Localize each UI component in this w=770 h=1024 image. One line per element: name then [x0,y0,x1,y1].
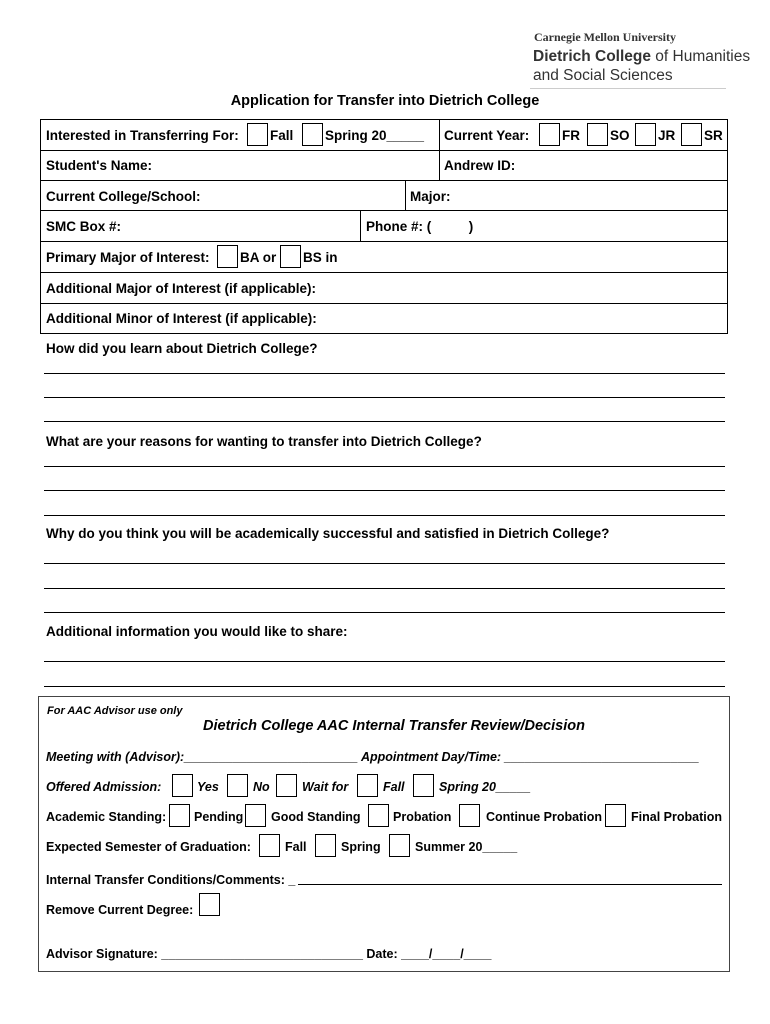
offered-fall-checkbox[interactable] [357,774,378,797]
answer-line[interactable] [44,466,725,467]
standing-good-checkbox[interactable] [245,804,266,827]
standing-continue-checkbox[interactable] [459,804,480,827]
advisor-section-box [38,696,730,972]
college-name-line2: and Social Sciences [533,67,673,84]
additional-minor-field[interactable]: Additional Minor of Interest (if applicable): [46,311,317,326]
conditions-label: Internal Transfer Conditions/Comments: _ [46,873,296,887]
phone-field[interactable]: Phone #: ( ) [366,219,474,234]
student-name-field[interactable]: Student's Name: [46,158,152,173]
college-name-bold: Dietrich College [533,48,651,65]
year-jr-label: JR [658,128,676,143]
standing-good-label: Good Standing [271,810,361,824]
advisor-heading: Dietrich College AAC Internal Transfer Review/Decision [203,718,585,734]
college-name-rest: of Humanities [651,48,751,65]
primary-major-label: Primary Major of Interest: [46,250,210,265]
answer-line[interactable] [44,612,725,613]
offered-yes-label: Yes [197,780,219,794]
answer-line[interactable] [44,686,725,687]
advisor-signature-field[interactable]: Advisor Signature: _____________________________ Date: ____/____/____ [46,947,492,961]
offered-no-checkbox[interactable] [227,774,248,797]
year-sr-label: SR [704,128,723,143]
spring-label: Spring 20_____ [325,128,425,143]
meeting-field[interactable]: Meeting with (Advisor):_________________________ Appointment Day/Time: ____________________________ [46,750,700,764]
question-additional-info: Additional information you would like to share: [46,624,348,639]
conditions-line[interactable] [298,884,722,885]
question-reasons: What are your reasons for wanting to transfer into Dietrich College? [46,434,482,449]
year-sr-checkbox[interactable] [681,123,702,146]
question-success: Why do you think you will be academically successful and satisfied in Dietrich College? [46,526,610,541]
academic-standing-label: Academic Standing: [46,810,167,824]
advisor-use-only: For AAC Advisor use only [47,705,183,717]
year-fr-label: FR [562,128,580,143]
answer-line[interactable] [44,661,725,662]
interested-label: Interested in Transferring For: [46,128,239,143]
ba-checkbox[interactable] [217,245,238,268]
bs-in-label: BS in [303,250,338,265]
year-fr-checkbox[interactable] [539,123,560,146]
standing-final-checkbox[interactable] [605,804,626,827]
page-title: Application for Transfer into Dietrich College [230,93,540,109]
grad-fall-label: Fall [285,840,307,854]
offered-spring-label: Spring 20_____ [439,780,531,794]
offered-fall-label: Fall [383,780,405,794]
answer-line[interactable] [44,397,725,398]
standing-probation-label: Probation [393,810,452,824]
fall-checkbox[interactable] [247,123,268,146]
question-learn-about: How did you learn about Dietrich College? [46,341,318,356]
current-year-label: Current Year: [444,128,530,143]
grad-summer-label: Summer 20_____ [415,840,518,854]
remove-degree-label: Remove Current Degree: [46,903,194,917]
expected-graduation-label: Expected Semester of Graduation: [46,840,251,854]
answer-line[interactable] [44,421,725,422]
spring-checkbox[interactable] [302,123,323,146]
andrew-id-field[interactable]: Andrew ID: [444,158,516,173]
current-college-field[interactable]: Current College/School: [46,189,201,204]
grad-summer-checkbox[interactable] [389,834,410,857]
grad-fall-checkbox[interactable] [259,834,280,857]
standing-probation-checkbox[interactable] [368,804,389,827]
answer-line[interactable] [44,588,725,589]
answer-line[interactable] [44,515,725,516]
logo-rule [530,88,726,89]
offered-wait-label: Wait for [302,780,349,794]
year-jr-checkbox[interactable] [635,123,656,146]
smc-box-field[interactable]: SMC Box #: [46,219,122,234]
offered-no-label: No [253,780,270,794]
offered-yes-checkbox[interactable] [172,774,193,797]
offered-wait-checkbox[interactable] [276,774,297,797]
year-so-checkbox[interactable] [587,123,608,146]
major-field[interactable]: Major: [410,189,451,204]
year-so-label: SO [610,128,630,143]
college-name-line1 [533,48,750,66]
additional-major-field[interactable]: Additional Major of Interest (if applicable): [46,281,317,296]
standing-pending-label: Pending [194,810,244,824]
grad-spring-checkbox[interactable] [315,834,336,857]
ba-or-label: BA or [240,250,277,265]
answer-line[interactable] [44,563,725,564]
bs-checkbox[interactable] [280,245,301,268]
grad-spring-label: Spring [341,840,381,854]
standing-continue-label: Continue Probation [486,810,602,824]
university-name: Carnegie Mellon University [534,30,676,44]
fall-label: Fall [270,128,294,143]
answer-line[interactable] [44,490,725,491]
standing-final-label: Final Probation [631,810,722,824]
standing-pending-checkbox[interactable] [169,804,190,827]
offered-admission-label: Offered Admission: [46,780,162,794]
answer-line[interactable] [44,373,725,374]
remove-degree-checkbox[interactable] [199,893,220,916]
offered-spring-checkbox[interactable] [413,774,434,797]
